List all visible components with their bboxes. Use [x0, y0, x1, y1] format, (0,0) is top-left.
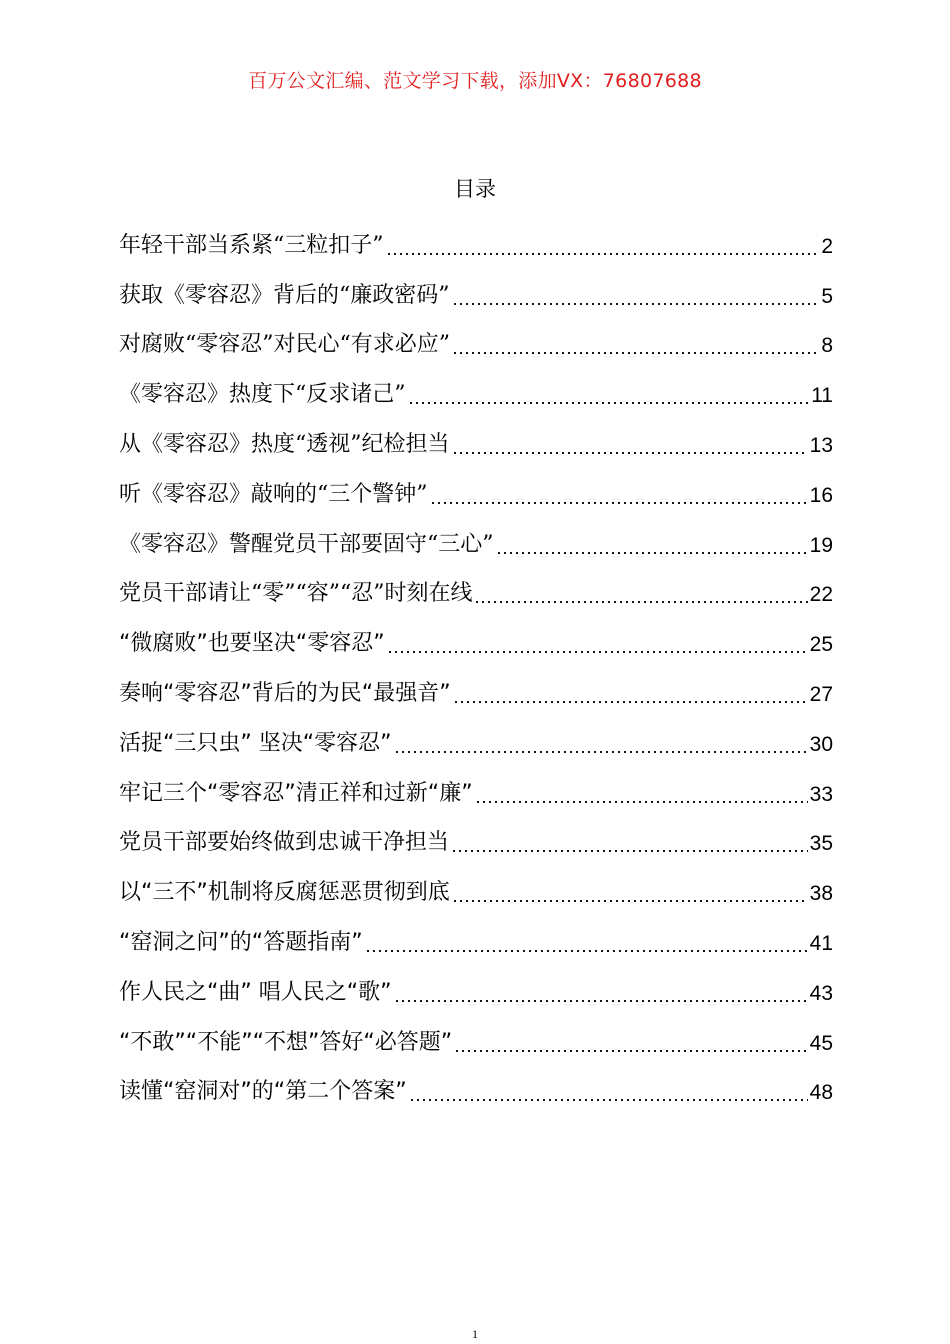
toc-title: 目录 — [454, 177, 496, 201]
toc-entry-page-number: 13 — [809, 433, 833, 457]
toc-entry-label: 年轻干部当系紧“三粒扣子” — [119, 232, 384, 258]
table-of-contents — [119, 217, 833, 1113]
toc-entry-page-number: 30 — [809, 732, 833, 756]
toc-entry-label: 《零容忍》热度下“反求诸己” — [119, 382, 406, 408]
toc-entry-page-number: 5 — [821, 284, 833, 308]
toc-dot-leader — [394, 1000, 808, 1002]
toc-entry[interactable] — [119, 416, 833, 466]
toc-dot-leader — [408, 402, 810, 404]
toc-dot-leader — [386, 253, 820, 255]
toc-entry[interactable] — [119, 665, 833, 715]
toc-entry-label: 《零容忍》警醒党员干部要固守“三心” — [119, 531, 494, 557]
toc-entry-label: 读懂“窑洞对”的“第二个答案” — [119, 1079, 407, 1105]
toc-entry-page-number: 43 — [809, 981, 833, 1005]
toc-entry-label: 听《零容忍》敲响的“三个警钟” — [119, 481, 428, 507]
toc-dot-leader — [394, 751, 808, 753]
page-number: 1 — [472, 1327, 478, 1341]
toc-dot-leader — [452, 452, 808, 454]
toc-entry-page-number: 11 — [811, 384, 833, 408]
toc-dot-leader — [452, 900, 808, 902]
toc-entry-label: “不敢”“不能”“不想”答好“必答题” — [119, 1029, 453, 1055]
toc-entry[interactable] — [119, 715, 833, 765]
toc-entry-label: 以“三不”机制将反腐惩恶贯彻到底 — [119, 880, 450, 906]
toc-entry[interactable] — [119, 566, 833, 616]
toc-dot-leader — [453, 701, 808, 703]
toc-entry-page-number: 41 — [809, 931, 833, 955]
toc-entry[interactable] — [119, 615, 833, 665]
toc-dot-leader — [451, 850, 808, 852]
toc-entry-label: “微腐败”也要坚决“零容忍” — [119, 631, 385, 657]
header-banner: 百万公文汇编、范文学习下载，添加VX：76807688 — [248, 70, 702, 92]
toc-entry-page-number: 33 — [809, 782, 833, 806]
toc-entry[interactable] — [119, 1014, 833, 1064]
toc-entry-page-number: 8 — [821, 334, 833, 358]
toc-dot-leader — [474, 601, 807, 603]
toc-entry-label: 党员干部请让“零”“容”“忍”时刻在线 — [119, 581, 473, 607]
toc-entry[interactable] — [119, 1064, 833, 1114]
toc-dot-leader — [365, 950, 808, 952]
toc-dot-leader — [452, 352, 819, 354]
toc-entry[interactable] — [119, 267, 833, 317]
toc-dot-leader — [475, 801, 808, 803]
toc-entry-page-number: 2 — [821, 234, 833, 258]
toc-entry-label: “窑洞之问”的“答题指南” — [119, 929, 363, 955]
toc-entry-page-number: 19 — [809, 533, 833, 557]
toc-entry-page-number: 25 — [809, 633, 833, 657]
toc-entry-page-number: 27 — [809, 682, 833, 706]
toc-entry-page-number: 45 — [809, 1031, 833, 1055]
toc-entry-label: 活捉“三只虫” 坚决“零容忍” — [119, 730, 392, 756]
toc-entry[interactable] — [119, 864, 833, 914]
toc-entry[interactable] — [119, 516, 833, 566]
toc-entry[interactable] — [119, 366, 833, 416]
toc-entry-label: 对腐败“零容忍”对民心“有求必应” — [119, 332, 450, 358]
toc-dot-leader — [452, 303, 820, 305]
toc-dot-leader — [454, 1050, 807, 1052]
toc-dot-leader — [409, 1099, 808, 1101]
toc-entry-page-number: 48 — [809, 1081, 833, 1105]
toc-entry[interactable] — [119, 217, 833, 267]
toc-entry-label: 党员干部要始终做到忠诚干净担当 — [119, 830, 450, 856]
toc-entry-label: 获取《零容忍》背后的“廉政密码” — [119, 282, 450, 308]
toc-entry-page-number: 35 — [809, 832, 833, 856]
toc-entry[interactable] — [119, 914, 833, 964]
toc-entry-label: 牢记三个“零容忍”清正祥和过新“廉” — [119, 780, 473, 806]
toc-entry[interactable] — [119, 765, 833, 815]
toc-entry[interactable] — [119, 815, 833, 865]
toc-entry-page-number: 38 — [809, 882, 833, 906]
toc-entry-page-number: 16 — [809, 483, 833, 507]
toc-entry-label: 从《零容忍》热度“透视”纪检担当 — [119, 431, 450, 457]
toc-dot-leader — [387, 651, 808, 653]
toc-dot-leader — [430, 502, 808, 504]
toc-entry[interactable] — [119, 466, 833, 516]
toc-entry-label: 奏响“零容忍”背后的为民“最强音” — [119, 680, 451, 706]
toc-entry-label: 作人民之“曲” 唱人民之“歌” — [119, 979, 392, 1005]
toc-entry-page-number: 22 — [809, 583, 833, 607]
toc-dot-leader — [496, 552, 808, 554]
toc-entry[interactable] — [119, 317, 833, 367]
toc-entry[interactable] — [119, 964, 833, 1014]
